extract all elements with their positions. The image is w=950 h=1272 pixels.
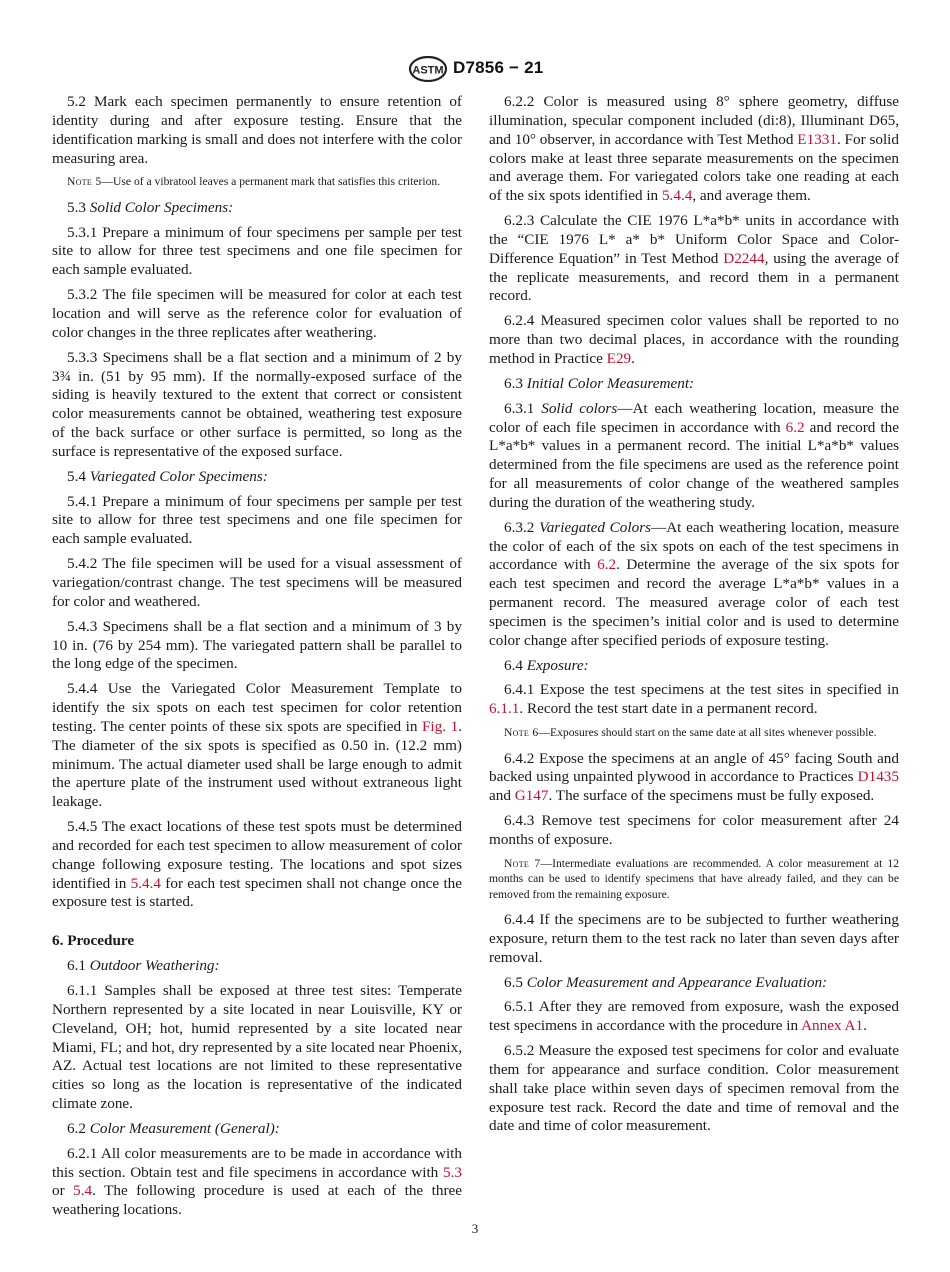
section-6-1-heading: 6.1 Outdoor Weathering: xyxy=(67,957,220,975)
section-5-4-4-link[interactable]: 5.4.4 xyxy=(661,187,693,205)
section-5-4-3: 5.4.3 Specimens shall be a flat section and a minimum of 3 by 10 in. (76 by 254 mm). The variegated pattern shall be parallel to the long edge of the specimen. xyxy=(52,617,462,673)
astm-logo-icon xyxy=(408,56,448,82)
d2244-link[interactable]: D2244 xyxy=(723,249,765,267)
annex-a1-link[interactable]: Annex A1 xyxy=(801,1017,864,1035)
e29-link[interactable]: E29 xyxy=(606,349,632,367)
note-5: Note 5—Use of a vibratool leaves a permanent mark that satisfies this criterion. xyxy=(67,175,441,189)
section-5-4-4: 5.4.4 Use the Variegated Color Measurement Template to identify the six spots on each test specimen for color retention testing. The center points of these six spots are specified in Fig. 1. The diameter of the six spots is specified as 0.50 in. (12.2 mm) minimum. The actual diameter used shall be large enough to admit the aperture plate of the instrument used without extraneous light leakage. xyxy=(52,680,462,811)
section-5-2: 5.2 Mark each specimen permanently to ensure retention of identity during and after exposure testing. Ensure that the identification marking is small and does not interfere with the color measuring area. xyxy=(52,93,462,167)
e1331-link[interactable]: E1331 xyxy=(797,130,837,148)
section-6-4-heading: 6.4 Exposure: xyxy=(504,656,589,674)
section-6-2-1: 6.2.1 All color measurements are to be made in accordance with this section. Obtain test and file specimens in accordance with 5.3 or 5.4. The following procedure is used at each of the three weathering locations. xyxy=(52,1144,462,1219)
section-5-4-heading: 5.4 Variegated Color Specimens: xyxy=(67,467,268,485)
section-6-2-4: 6.2.4 Measured specimen color values shall be reported to no more than two decimal places, in accordance with the rounding method in Practice E29. xyxy=(489,312,899,367)
section-5-3-2: 5.3.2 The file specimen will be measured for color at each test location and will serve as the reference color for evaluation of color changes in the three replicates after weathering. xyxy=(52,286,462,341)
page-header xyxy=(0,56,950,84)
section-6-5-1: 6.5.1 After they are removed from exposure, wash the exposed test specimens in accordance with the procedure in Annex A1. xyxy=(489,998,899,1035)
section-6-3-heading: 6.3 Initial Color Measurement: xyxy=(504,374,695,392)
svg-text:ASTM: ASTM xyxy=(412,64,444,77)
section-6-2-2: 6.2.2 Color is measured using 8° sphere geometry, diffuse illumination, specular component included (di:8), Illuminant D65, and 10° observer, in accordance with Test Method E1331. For solid colors make at least three separate measurements on the specimen and average them. For variegated colors take one reading at each of the six spots identified in 5.4.4, and average them. xyxy=(489,93,900,205)
d1435-link[interactable]: D1435 xyxy=(857,768,899,786)
section-6-2-link[interactable]: 6.2 xyxy=(785,418,805,436)
fig-1-link[interactable]: Fig. 1 xyxy=(421,717,459,735)
section-6-4-2: 6.4.2 Expose the specimens at an angle of 45° facing South and backed using unpainted plywood in accordance to Practices D1435 and G147. The surface of the specimens must be fully exposed. xyxy=(489,749,899,805)
note-6: Note 6—Exposures should start on the same date at all sites whenever possible. xyxy=(504,726,877,740)
section-6-2-3: 6.2.3 Calculate the CIE 1976 L*a*b* units in accordance with the “CIE 1976 L* a* b* Uniform Color Space and Color-Difference Equation” in Test Method D2244, using the average of the replicate measurements, and record them in a permanent record. xyxy=(489,212,900,305)
section-6-5-heading: 6.5 Color Measurement and Appearance Evaluation: xyxy=(504,973,828,991)
section-5-3-1: 5.3.1 Prepare a minimum of four specimens per sample per test site to allow for three test specimens and one file specimen for each sample evaluated. xyxy=(52,223,462,279)
section-5-4-2: 5.4.2 The file specimen will be used for a visual assessment of variegation/contrast change. The test specimens will be measured for color and weathered. xyxy=(52,555,462,610)
section-6-2-link[interactable]: 6.2 xyxy=(597,556,617,574)
section-5-4-link[interactable]: 5.4 xyxy=(73,1182,93,1200)
section-6-3-1: 6.3.1 Solid colors—At each weathering location, measure the color of each file specimen in accordance with 6.2 and record the L*a*b* values in a permanent record. The initial L*a*b* values determined from the file specimens are used as the reference point for all measurements of color change of the weathered samples during the duration of the weathering study. xyxy=(489,399,899,511)
section-5-4-1: 5.4.1 Prepare a minimum of four specimens per sample per test site to allow for three test specimens and one file specimen for each sample evaluated. xyxy=(52,492,462,548)
section-6-1-1: 6.1.1 Samples shall be exposed at three test sites: Temperate Northern represented by a site located in near Louisville, KY or Cleveland, OH; hot, humid represented by a site located near Miami, FL; and hot, dry represented by a site located near Phoenix, AZ. Actual test locations are not limited to these representative cities so long as the location is representative of the indicated climate zone. xyxy=(52,982,462,1113)
section-5-3-heading: 5.3 Solid Color Specimens: xyxy=(67,198,234,216)
section-6-4-1: 6.4.1 Expose the test specimens at the test sites in specified in 6.1.1. Record the test start date in a permanent record. xyxy=(489,681,899,718)
section-5-3-link[interactable]: 5.3 xyxy=(443,1163,462,1181)
section-5-4-4-link[interactable]: 5.4.4 xyxy=(130,874,161,892)
section-5-4-5: 5.4.5 The exact locations of these test spots must be determined and recorded for each test specimen to allow measurement of color change following exposure testing. The locations and spot sizes identified in 5.4.4 for each test specimen shall not change once the exposure test is started. xyxy=(52,818,462,911)
section-6-5-2: 6.5.2 Measure the exposed test specimens for color and evaluate them for appearance and surface condition. Color measurement shall take place within seven days of specimen removal from the exposure test rack. Record the date and time of removal and the date and time of color measurement. xyxy=(489,1042,899,1135)
page-number: 3 xyxy=(471,1221,479,1236)
section-6-3-2: 6.3.2 Variegated Colors—At each weathering location, measure the color of each of the six spots on each of the test specimens in accordance with 6.2. Determine the average of the six spots for each test specimen and record the average L*a*b* values in a permanent record. The measured average color of each test specimen is the specimen’s initial color and is used to determine color change after specified periods of exposure testing. xyxy=(489,518,899,649)
section-6-4-3: 6.4.3 Remove test specimens for color measurement after 24 months of exposure. xyxy=(489,812,899,848)
section-5-3-3: 5.3.3 Specimens shall be a flat section and a minimum of 2 by 3¾ in. (51 by 95 mm). If the normally-exposed surface of the siding is heavily textured to the extent that correct or consistent color measurements cannot be obtained, weathering test exposure of the back surface or other surface is permitted, so long as the surface is representative of the exposed surface. xyxy=(52,348,462,460)
section-6-4-4: 6.4.4 If the specimens are to be subjected to further weathering exposure, return them to the test rack no later than seven days after removal. xyxy=(489,911,899,966)
note-7: Note 7—Intermediate evaluations are recommended. A color measurement at 12 months can be used to identify specimens that have already failed, and they can be removed from the remaining exposure. xyxy=(489,856,900,901)
g147-link[interactable]: G147 xyxy=(514,787,549,805)
section-6-2-heading: 6.2 Color Measurement (General): xyxy=(67,1119,280,1137)
right-column xyxy=(489,93,899,1142)
section-6-1-1-link[interactable]: 6.1.1 xyxy=(489,700,520,718)
left-column xyxy=(52,93,462,1226)
document-designation: D7856 − 21 xyxy=(453,58,544,77)
section-6-heading: 6. Procedure xyxy=(52,932,135,950)
